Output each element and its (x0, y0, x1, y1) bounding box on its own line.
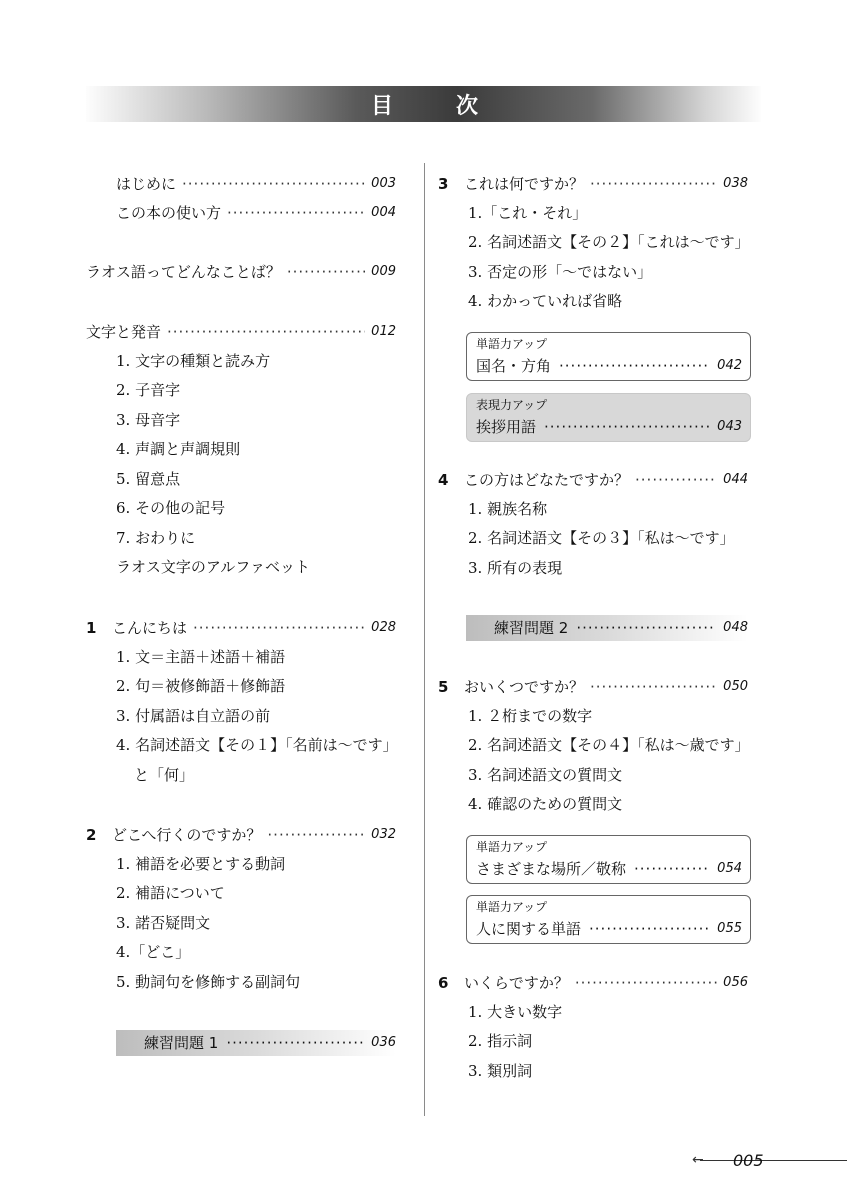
leader-dots (635, 467, 717, 493)
toc-entry-lao-language[interactable] (86, 259, 396, 285)
entry-page: 004 (371, 205, 396, 220)
page-number: 005 (733, 1151, 764, 1170)
toc-entry-exercise-1[interactable] (116, 1030, 396, 1056)
subitem: 5. 動詞句を修飾する副詞句 (116, 973, 301, 991)
leader-dots (590, 171, 717, 197)
entry-label: はじめに (116, 175, 177, 193)
subitem: 2. 名詞述語文【その４】「私は～歳です」 (468, 736, 750, 754)
entry-label: さまざまな場所／敬称 (476, 860, 627, 878)
subitem: 2. 名詞述語文【その２】「これは～です」 (468, 233, 750, 251)
entry-label: ラオス語ってどんなことば？ (86, 263, 281, 281)
box-tag: 表現力アップ (476, 398, 548, 412)
box-tag: 単語力アップ (476, 337, 548, 351)
chapter-number: 6 (438, 974, 449, 992)
toc-entry-exercise-2[interactable] (466, 615, 748, 641)
entry-page: 009 (371, 264, 396, 279)
subitem: 2. 名詞述語文【その３】「私は～です」 (468, 529, 735, 547)
chapter-number: 3 (438, 175, 449, 193)
leader-dots (167, 319, 365, 345)
subitem: 3. 諾否疑問文 (116, 914, 211, 932)
entry-page: 054 (717, 861, 742, 876)
subitem: 3. 所有の表現 (468, 559, 563, 577)
toc-entry-chapter-3[interactable] (438, 171, 748, 197)
toc-entry-chapter-5[interactable] (438, 674, 748, 700)
subitem: 3. 母音字 (116, 411, 181, 429)
leader-dots (590, 674, 717, 700)
leader-dots (227, 200, 365, 226)
entry-page: 055 (717, 921, 742, 936)
subitem: 4. 確認のための質問文 (468, 795, 623, 813)
subitem: 4. わかっていれば省略 (468, 292, 623, 310)
subitem: 1. 親族名称 (468, 500, 548, 518)
title-char-2: 次 (456, 94, 479, 119)
toc-entry-moji[interactable] (86, 319, 396, 345)
entry-page: 012 (371, 324, 396, 339)
subitem: 5. 留意点 (116, 470, 181, 488)
expression-box-greetings[interactable] (466, 393, 751, 442)
entry-page: 036 (371, 1035, 396, 1050)
toc-entry-how-to-use[interactable] (116, 200, 396, 226)
entry-label: 挨拶用語 (476, 418, 537, 436)
entry-page: 056 (723, 975, 748, 990)
subitem: 6. その他の記号 (116, 499, 226, 517)
entry-label: こんにちは (112, 619, 188, 637)
title-banner (86, 86, 761, 122)
entry-label: 人に関する単語 (476, 920, 582, 938)
subitem: ラオス文字のアルファベット (116, 558, 310, 576)
leader-dots (267, 822, 365, 848)
entry-page: 044 (723, 472, 748, 487)
box-tag: 単語力アップ (476, 840, 548, 854)
entry-label: 練習問題 2 (494, 619, 569, 637)
vocab-box-people[interactable] (466, 895, 751, 944)
leader-dots (193, 615, 365, 641)
arrow-left-icon: ← (692, 1152, 704, 1168)
leader-dots (182, 171, 365, 197)
entry-label: 国名・方角 (476, 357, 552, 375)
chapter-number: 4 (438, 471, 449, 489)
toc-entry-chapter-1[interactable] (86, 615, 396, 641)
entry-label: 文字と発音 (86, 323, 162, 341)
subitem: 1. ２桁までの数字 (468, 707, 593, 725)
subitem: 2. 指示詞 (468, 1032, 533, 1050)
chapter-number: 5 (438, 678, 449, 696)
leader-dots (575, 970, 717, 996)
subitem: 1. 補語を必要とする動詞 (116, 855, 286, 873)
vocab-box-places[interactable] (466, 835, 751, 884)
entry-label: おいくつですか？ (464, 678, 585, 696)
leader-dots (589, 918, 709, 940)
leader-dots (576, 615, 715, 641)
subitem: 1. 文＝主語＋述語＋補語 (116, 648, 286, 666)
subitem: 1. 大きい数字 (468, 1003, 563, 1021)
subitem: 4. 声調と声調規則 (116, 440, 241, 458)
subitem: 1. 文字の種類と読み方 (116, 352, 271, 370)
entry-page: 050 (723, 679, 748, 694)
chapter-number: 2 (86, 826, 97, 844)
entry-label: これは何ですか？ (464, 175, 585, 193)
entry-page: 048 (723, 620, 748, 635)
subitem: 4.「どこ」 (116, 943, 191, 961)
entry-label: この本の使い方 (116, 204, 222, 222)
subitem: 2. 句＝被修飾語＋修飾語 (116, 677, 286, 695)
subitem: 2. 子音字 (116, 381, 181, 399)
subitem: 2. 補語について (116, 884, 225, 902)
subitem: 3. 否定の形「～ではない」 (468, 263, 653, 281)
toc-entry-intro[interactable] (116, 171, 396, 197)
subitem-continuation: と「何」 (134, 766, 195, 784)
subitem: 3. 類別詞 (468, 1062, 533, 1080)
toc-entry-chapter-6[interactable] (438, 970, 748, 996)
leader-dots (559, 355, 709, 377)
leader-dots (634, 858, 709, 880)
chapter-number: 1 (86, 619, 97, 637)
leader-dots (287, 259, 365, 285)
entry-label: いくらですか？ (464, 974, 569, 992)
toc-entry-chapter-2[interactable] (86, 822, 396, 848)
subitem: 1.「これ・それ」 (468, 204, 588, 222)
entry-page: 038 (723, 176, 748, 191)
entry-page: 043 (717, 419, 742, 434)
subitem: 3. 名詞述語文の質問文 (468, 766, 623, 784)
subitem: 4. 名詞述語文【その１】「名前は～です」 (116, 736, 398, 754)
leader-dots (226, 1030, 363, 1056)
entry-page: 032 (371, 827, 396, 842)
title-char-1: 目 (371, 94, 394, 119)
subitem: 3. 付属語は自立語の前 (116, 707, 271, 725)
box-tag: 単語力アップ (476, 900, 548, 914)
entry-label: 練習問題 1 (144, 1034, 219, 1052)
entry-label: どこへ行くのですか？ (112, 826, 262, 844)
entry-page: 028 (371, 620, 396, 635)
entry-page: 042 (717, 358, 742, 373)
entry-label: この方はどなたですか？ (464, 471, 630, 489)
vocab-box-countries[interactable] (466, 332, 751, 381)
leader-dots (544, 416, 709, 438)
entry-page: 003 (371, 176, 396, 191)
column-divider (424, 163, 425, 1116)
toc-entry-chapter-4[interactable] (438, 467, 748, 493)
subitem: 7. おわりに (116, 529, 196, 547)
footer-line (700, 1160, 847, 1161)
